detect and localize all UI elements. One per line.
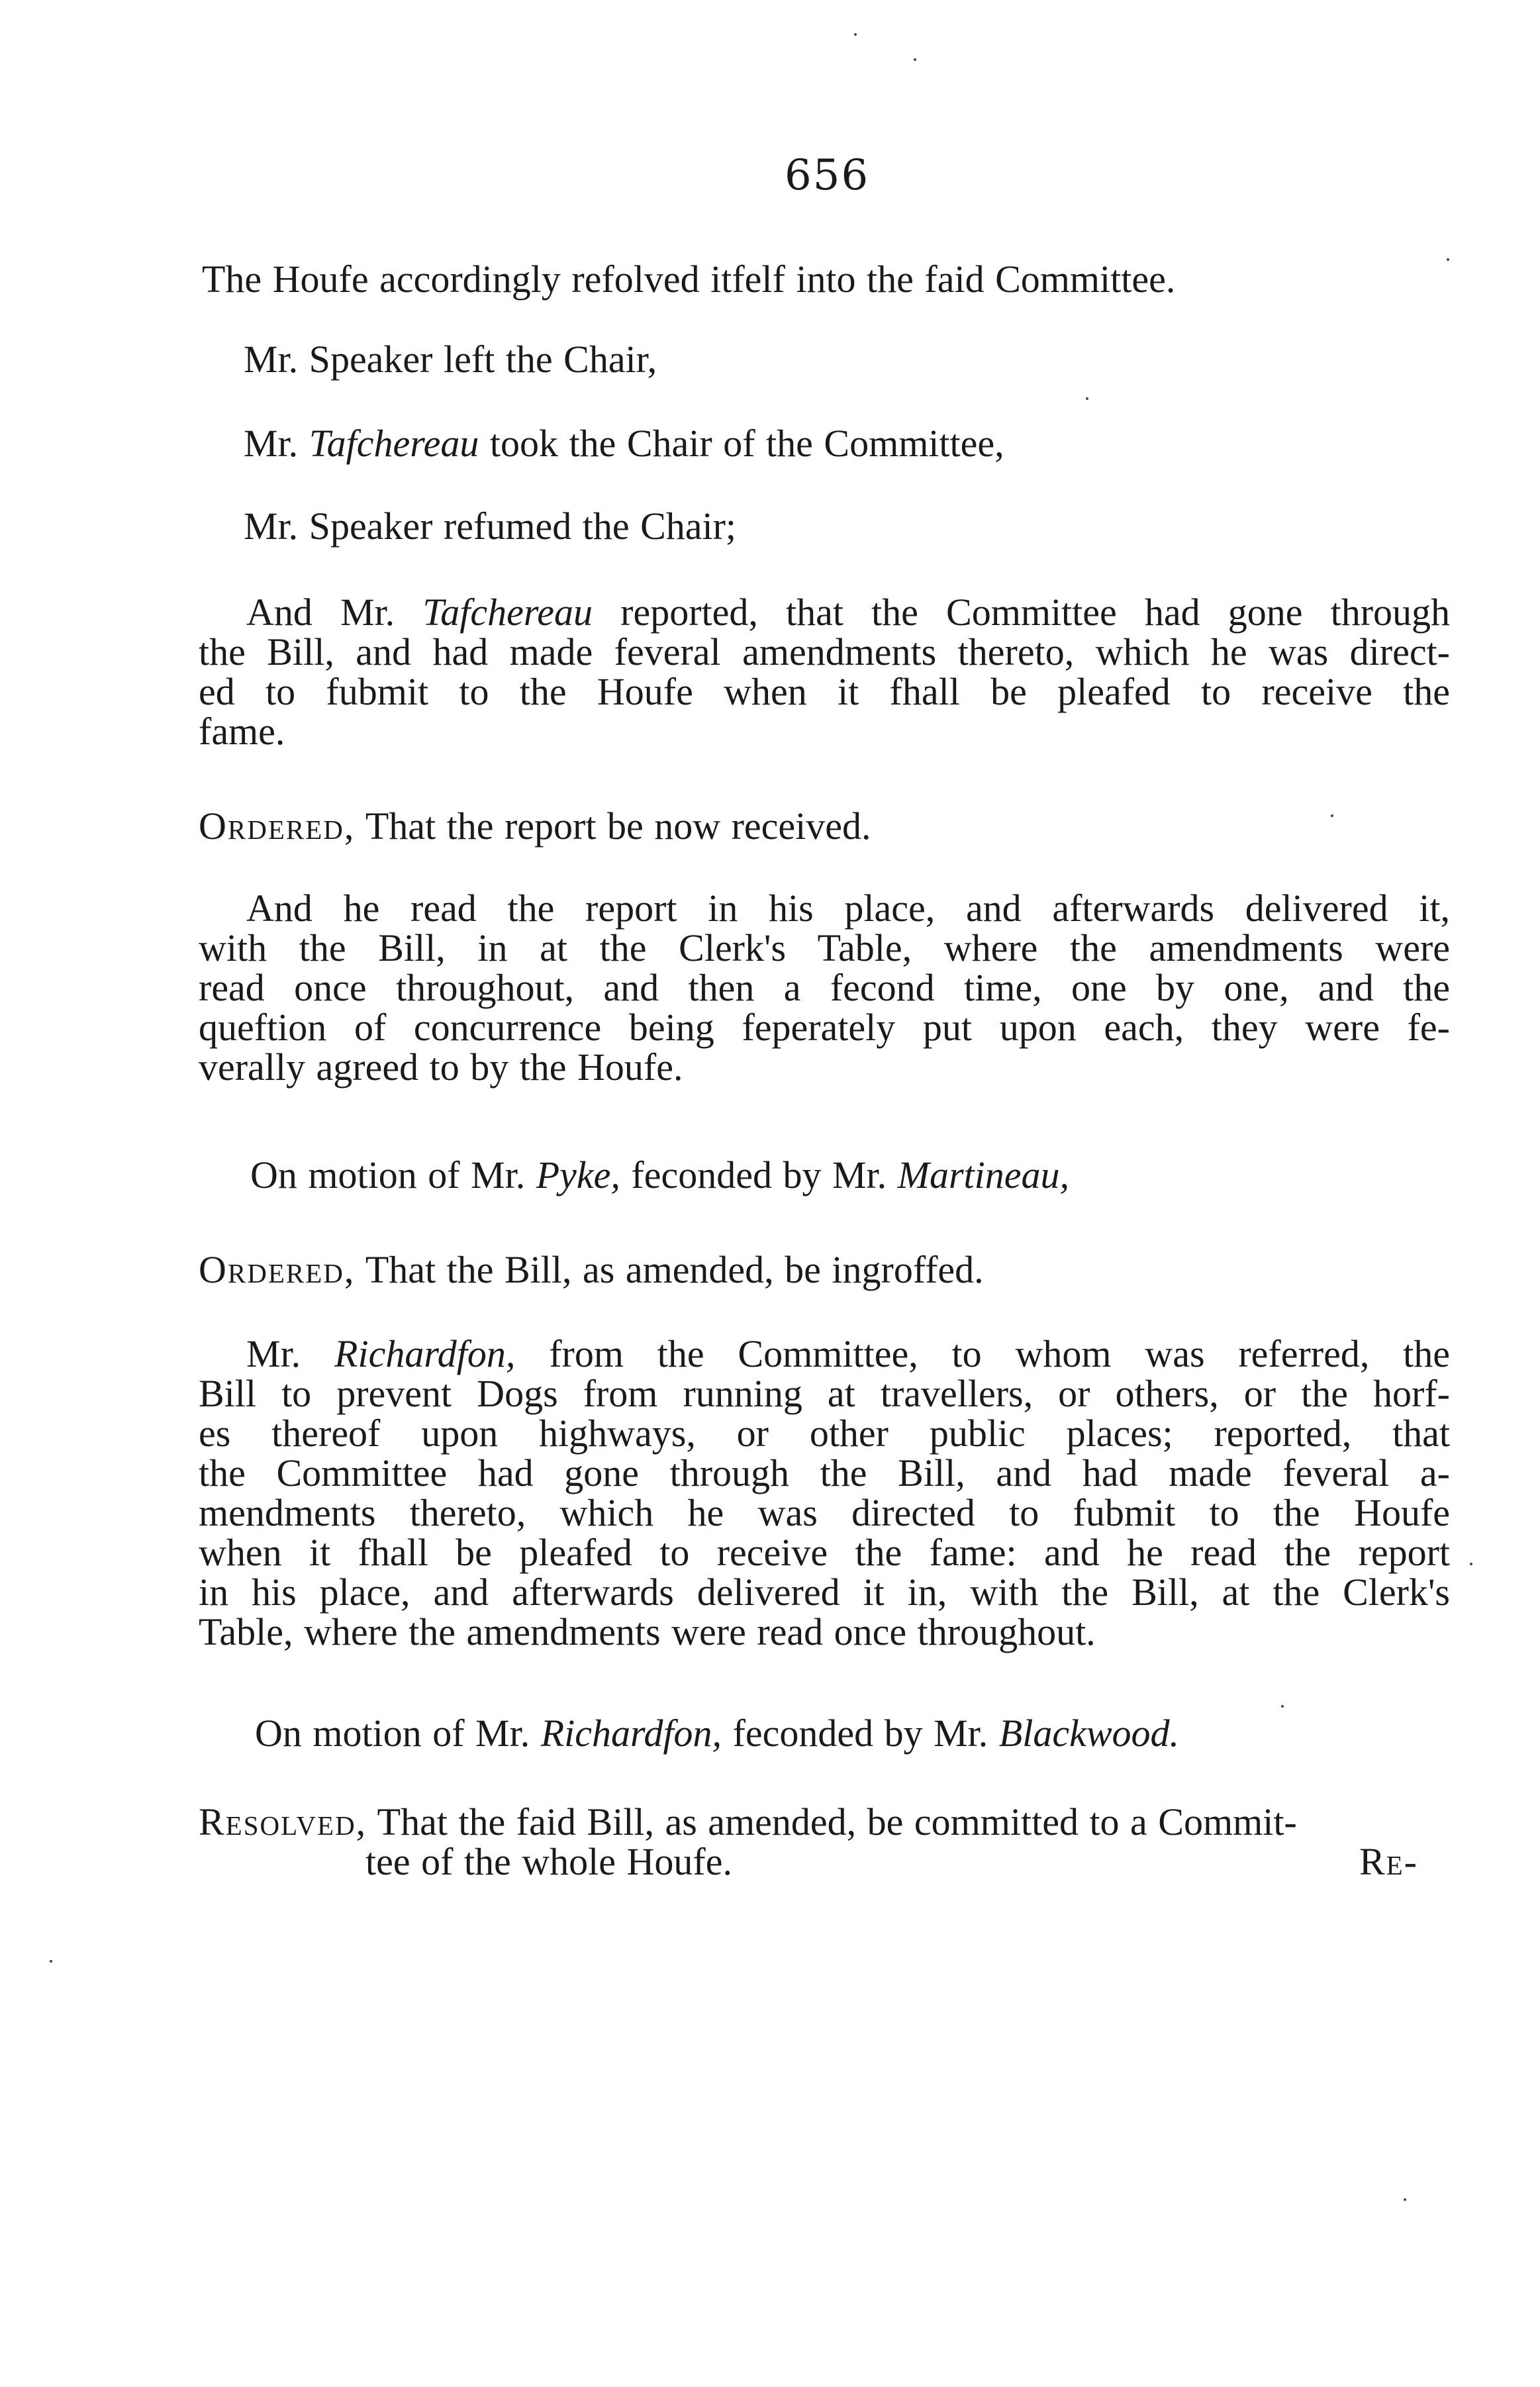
text-line: read once throughout, and then a fecond time, one by one, and the xyxy=(199,966,1450,1009)
text-line xyxy=(244,424,1502,463)
text-line xyxy=(199,1842,1470,1882)
person-name: Tafchereau xyxy=(309,422,479,465)
paragraph-resolved-committee xyxy=(199,1802,1470,1882)
scan-speck xyxy=(854,33,857,36)
text-line: And he read the report in his place, and afterwards delivered it, xyxy=(246,887,1450,930)
text-line xyxy=(199,806,1457,846)
text-line: mendments thereto, which he was directed to fubmit to the Houfe xyxy=(199,1491,1450,1534)
catchword: Re- xyxy=(1359,1840,1418,1883)
person-name: Blackwood. xyxy=(998,1712,1180,1755)
page-number: 656 xyxy=(785,151,870,200)
ordered-label: Ordered, xyxy=(199,804,356,848)
paragraph-speaker-left xyxy=(244,340,1502,379)
text-line: es thereof upon highways, or other public places; reported, that xyxy=(199,1412,1450,1455)
paragraph-report-read xyxy=(199,889,1450,1087)
text-fragment: On motion of Mr. xyxy=(250,1153,526,1196)
resolved-label: Resolved, xyxy=(199,1800,367,1843)
text-line xyxy=(199,1802,1470,1842)
person-name: Martineau, xyxy=(897,1153,1069,1196)
text-fragment: from the Committee, to whom was referred, the xyxy=(549,1332,1451,1375)
text-line: The Houfe accordingly refolved itfelf into the faid Committee. xyxy=(202,258,1176,301)
text-fragment: And Mr. xyxy=(246,591,395,634)
scan-speck xyxy=(1404,2198,1406,2201)
text-line: Table, where the amendments were read once throughout. xyxy=(199,1610,1096,1653)
text-line: Mr. Speaker refumed the Chair; xyxy=(244,505,737,548)
paragraph-ordered-ingrossed xyxy=(199,1250,1457,1290)
text-fragment: Mr. xyxy=(246,1332,301,1375)
text-line: the Bill, and had made feveral amendments thereto, which he was direct- xyxy=(199,630,1450,673)
text-fragment: That the Bill, as amended, be ingroffed. xyxy=(365,1248,984,1291)
paragraph-tachereau-took-chair xyxy=(244,424,1502,463)
text-fragment: took the Chair of the Committee, xyxy=(489,422,1004,465)
paragraph-motion-richardson xyxy=(255,1714,1513,1753)
paragraph-house-resolved xyxy=(202,260,1460,299)
text-line xyxy=(199,593,1450,632)
text-line: the Committee had gone through the Bill, and had made feveral a- xyxy=(199,1451,1450,1494)
scan-speck xyxy=(1086,397,1088,400)
text-line xyxy=(199,1250,1457,1290)
text-line: in his place, and afterwards delivered it in, with the Bill, at the Clerk's xyxy=(199,1571,1450,1614)
text-line: fame. xyxy=(199,710,285,753)
text-fragment: That the report be now received. xyxy=(365,804,871,848)
text-fragment: tee of the whole Houfe. xyxy=(365,1840,732,1883)
text-line: ed to fubmit to the Houfe when it fhall be pleafed to receive the xyxy=(199,670,1450,713)
text-line: queftion of concurrence being feperately put upon each, they were fe- xyxy=(199,1006,1450,1049)
paragraph-richardson-dogs-bill xyxy=(199,1334,1450,1652)
scan-speck xyxy=(1281,1705,1284,1708)
ordered-label: Ordered, xyxy=(199,1248,356,1291)
text-fragment: feconded by Mr. xyxy=(732,1712,988,1755)
person-name: Tafchereau xyxy=(422,591,593,634)
text-line: verally agreed to by the Houfe. xyxy=(199,1046,683,1089)
text-fragment: feconded by Mr. xyxy=(631,1153,887,1196)
text-line: with the Bill, in at the Clerk's Table, where the amendments were xyxy=(199,926,1450,969)
text-line xyxy=(255,1714,1513,1753)
text-line xyxy=(250,1155,1508,1195)
scan-speck xyxy=(50,1960,52,1963)
paragraph-speaker-resumed xyxy=(244,507,1502,546)
scan-speck xyxy=(1470,1563,1472,1565)
text-fragment: reported, that the Committee had gone through xyxy=(620,591,1451,634)
text-line: Bill to prevent Dogs from running at travellers, or others, or the horf- xyxy=(199,1372,1450,1415)
scan-speck xyxy=(914,58,916,61)
text-fragment: Mr. xyxy=(244,422,299,465)
person-name: Richardfon, xyxy=(540,1712,722,1755)
person-name: Pyke, xyxy=(536,1153,620,1196)
text-line: Mr. Speaker left the Chair, xyxy=(244,338,657,381)
text-fragment: That the faid Bill, as amended, be committed to a Commit- xyxy=(377,1800,1297,1843)
scan-speck xyxy=(1447,258,1449,261)
person-name: Richardfon, xyxy=(334,1332,516,1375)
paragraph-tachereau-reported xyxy=(199,593,1450,752)
paragraph-motion-pyke xyxy=(250,1155,1508,1195)
text-fragment: On motion of Mr. xyxy=(255,1712,530,1755)
text-line xyxy=(199,1334,1450,1374)
scan-speck xyxy=(1331,814,1333,817)
text-line: when it fhall be pleafed to receive the fame: and he read the report xyxy=(199,1531,1450,1574)
paragraph-ordered-report xyxy=(199,806,1457,846)
